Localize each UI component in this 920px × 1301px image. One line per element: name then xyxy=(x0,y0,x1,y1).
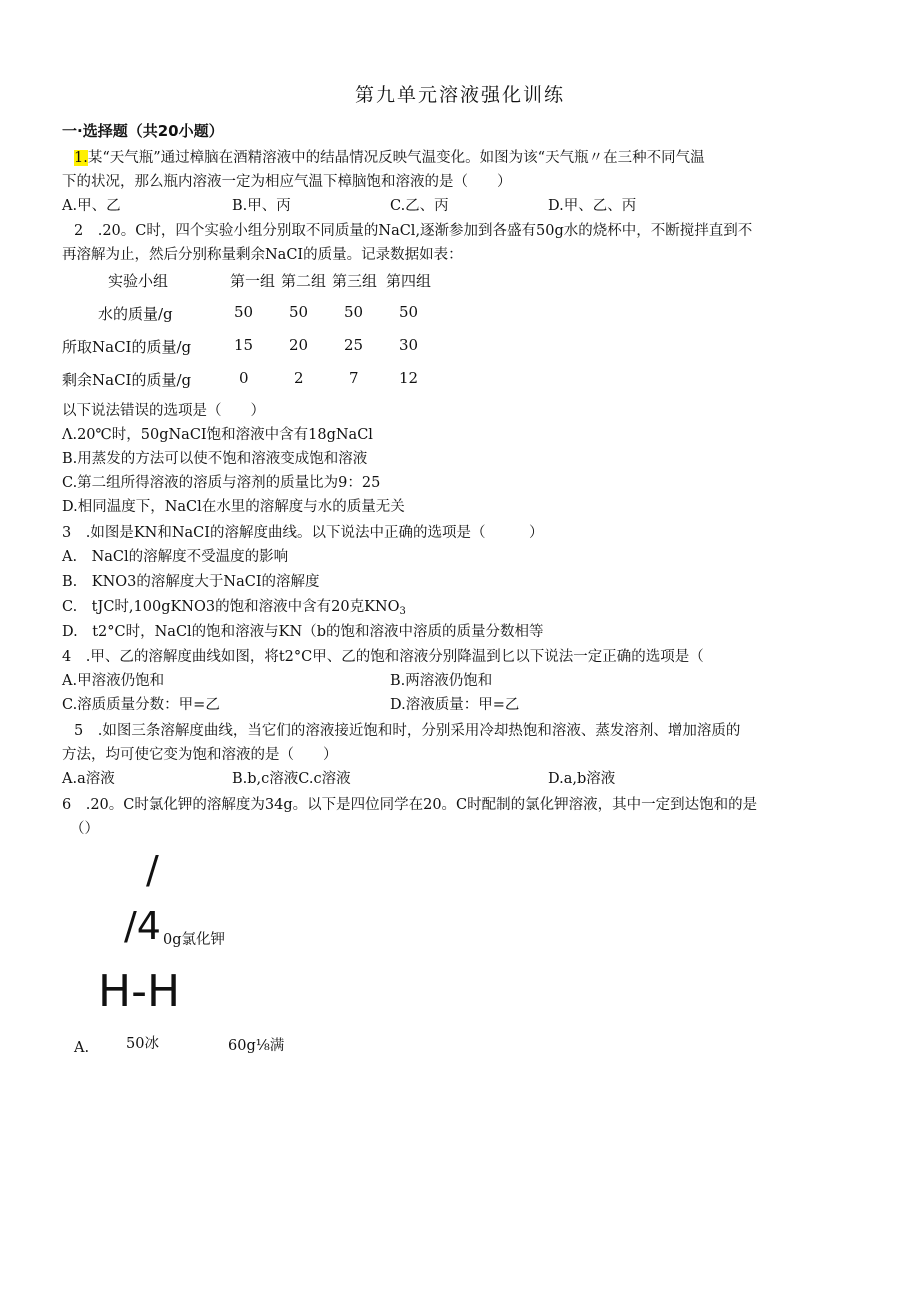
figure-option-a: A. xyxy=(74,1040,90,1056)
q1-option-c: C.乙、丙 xyxy=(390,198,449,214)
figure-slash: / xyxy=(146,848,159,892)
table-cell: 25 xyxy=(344,336,364,354)
q3-option-c-subscript: 3 xyxy=(399,606,406,617)
table-cell: 50 xyxy=(289,303,309,321)
table-header-g2: 第二组 xyxy=(281,272,327,290)
q2-option-a: Λ.20℃时，50gNaCI饱和溶液中含有18gNaCl xyxy=(62,427,373,443)
q4-option-b: B.两溶液仍饱和 xyxy=(390,673,493,689)
table-cell: 7 xyxy=(349,369,359,387)
figure-label-kcl: 0g氯化钾 xyxy=(163,932,226,948)
page-title: 第九单元溶液强化训练 xyxy=(354,84,565,106)
q1-option-d: D.甲、乙、丙 xyxy=(548,198,637,214)
table-row-taken-label: 所取NaCI的质量/g xyxy=(62,338,192,356)
table-header-g4: 第四组 xyxy=(386,272,432,290)
question-1-text-line1: 某“天气瓶”通过樟脑在酒精溶液中的结晶情况反映气温变化。如图为该“天气瓶〃在三种不同气温 xyxy=(87,150,705,166)
q3-option-c-text: C. tJC时,100gKNO3的饱和溶液中含有20克KNO xyxy=(62,599,400,615)
table-header-group: 实验小组 xyxy=(108,272,169,290)
table-row-water-label: 水的质量/g xyxy=(98,305,173,323)
question-1 xyxy=(74,146,705,167)
table-cell: 30 xyxy=(399,336,419,354)
question-5-text-line1: 5 .如图三条溶解度曲线，当它们的溶液接近饱和时，分别采用冷却热饱和溶液、蒸发溶剂、增加溶质的 xyxy=(74,723,741,739)
q5-option-d: D.a,b溶液 xyxy=(548,771,616,787)
question-2-text-line1: 2 .20。C时，四个实验小组分别取不同质量的NaCl,逐渐参加到各盛有50g水的烧杯中，不断搅拌直到不 xyxy=(74,223,753,239)
q4-option-c: C.溶质质量分数：甲=乙 xyxy=(62,697,220,713)
table-cell: 50 xyxy=(344,303,364,321)
table-cell: 50 xyxy=(234,303,254,321)
question-3-text: 3 .如图是KN和NaCI的溶解度曲线。以下说法中正确的选项是（ ） xyxy=(62,525,544,541)
q3-option-b: B. KNO3的溶解度大于NaCI的溶解度 xyxy=(62,574,320,590)
figure-label-full: 60g⅛满 xyxy=(228,1038,285,1054)
section-heading: 一·选择题（共20小题） xyxy=(62,122,224,140)
table-cell: 20 xyxy=(289,336,309,354)
q5-option-bc: B.b,c溶液C.c溶液 xyxy=(232,771,351,787)
table-cell: 0 xyxy=(239,369,249,387)
question-6-text-line1: 6 .20。C时氯化钾的溶解度为34g。以下是四位同学在20。C时配制的氯化钾溶液，其中一定到达饱和的是 xyxy=(62,797,758,813)
q1-option-b: B.甲、丙 xyxy=(232,198,291,214)
q1-option-a: A.甲、乙 xyxy=(62,198,121,214)
question-1-text-line2: 下的状况，那么瓶内溶液一定为相应气温下樟脑饱和溶液的是（ ） xyxy=(62,174,512,190)
table-cell: 12 xyxy=(399,369,419,387)
table-row-remaining-label: 剩余NaCI的质量/g xyxy=(62,371,192,389)
q4-option-d: D.溶液质量：甲=乙 xyxy=(390,697,520,713)
table-header-g3: 第三组 xyxy=(332,272,378,290)
question-2-text-line2: 再溶解为止，然后分别称量剩余NaCI的质量。记录数据如表： xyxy=(62,247,463,263)
question-1-number: 1. xyxy=(74,150,88,166)
table-cell: 50 xyxy=(399,303,419,321)
question-4-text: 4 .甲、乙的溶解度曲线如图，将t2°C甲、乙的饱和溶液分别降温到匕以下说法一定正确的选项是（ xyxy=(62,649,704,665)
q3-option-d: D. t2°C时，NaCl的饱和溶液与KN（b的饱和溶液中溶质的质量分数相等 xyxy=(62,624,544,640)
q3-option-a: A. NaCl的溶解度不受温度的影响 xyxy=(62,549,289,565)
q2-option-b: B.用蒸发的方法可以使不饱和溶液变成饱和溶液 xyxy=(62,451,368,467)
question-6-text-line2: （） xyxy=(70,821,99,837)
figure-big-number: /4 xyxy=(124,904,161,948)
question-2-prompt: 以下说法错误的选项是（ ） xyxy=(62,403,265,419)
figure-hh-text: H-H xyxy=(98,966,181,1017)
table-header-g1: 第一组 xyxy=(230,272,276,290)
q4-option-a: A.甲溶液仍饱和 xyxy=(62,673,165,689)
table-cell: 15 xyxy=(234,336,254,354)
figure-label-water: 50冰 xyxy=(126,1036,159,1052)
table-cell: 2 xyxy=(294,369,304,387)
q3-option-c xyxy=(62,595,406,617)
question-5-text-line2: 方法，均可使它变为饱和溶液的是（ ） xyxy=(62,747,338,763)
q5-option-a: A.a溶液 xyxy=(62,771,115,787)
q2-option-c: C.第二组所得溶液的溶质与溶剂的质量比为9：25 xyxy=(62,475,381,491)
q2-option-d: D.相同温度下，NaCl在水里的溶解度与水的质量无关 xyxy=(62,499,405,515)
